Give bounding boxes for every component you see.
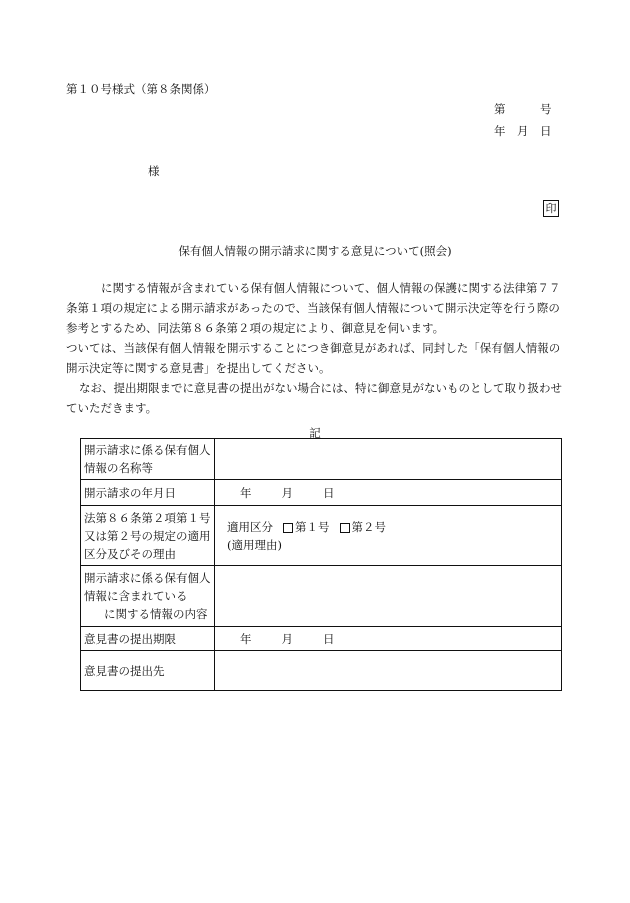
month-label: 月 <box>281 631 293 646</box>
reason-label: (適用理由) <box>227 537 282 552</box>
value-information-name[interactable] <box>215 439 562 480</box>
value-information-content[interactable] <box>215 566 562 627</box>
information-table <box>80 438 562 691</box>
value-submission-destination[interactable] <box>215 651 562 691</box>
label-information-content-a: 開示請求に係る保有個人情報に含まれている <box>84 571 211 603</box>
option-1-label: 第１号 <box>295 519 330 534</box>
checkbox-option-1[interactable] <box>283 523 293 533</box>
document-date: 年 月 日 <box>494 124 552 138</box>
label-information-name: 開示請求に係る保有個人情報の名称等 <box>81 439 215 480</box>
category-line <box>227 518 558 536</box>
body-paragraph-2: ついては、当該保有個人情報を開示することにつき御意見があれば、同封した「保有個人情報の開示決定等に関する意見書」を提出してください。 <box>66 341 561 375</box>
option-2-label: 第２号 <box>351 519 386 534</box>
value-submission-deadline[interactable] <box>215 627 562 651</box>
year-label: 年 <box>240 631 252 646</box>
table-row <box>81 480 562 506</box>
addressee: 様 <box>148 164 160 178</box>
checkbox-option-2[interactable] <box>340 523 350 533</box>
table-row <box>81 651 562 691</box>
table-row <box>81 627 562 651</box>
document-number: 第 号 <box>494 102 552 116</box>
body-paragraph-3: なお、提出期限までに意見書の提出がない場合には、特に御意見がないものとして取り扱わせていただきます。 <box>66 381 562 415</box>
table-row <box>81 566 562 627</box>
value-request-date[interactable] <box>215 480 562 506</box>
day-label: 日 <box>323 485 335 500</box>
body-paragraph-1: に関する情報が含まれている保有個人情報について、個人情報の保護に関する法律第７７条第１項の規定による開示請求があったので、当該保有個人情報について開示決定等を行う際の参考とするため、同法第８６条第２項の規定により、御意見を伺います。 <box>66 281 561 335</box>
year-label: 年 <box>240 485 252 500</box>
day-label: 日 <box>323 631 335 646</box>
label-submission-destination: 意見書の提出先 <box>81 651 215 691</box>
label-information-content-b: に関する情報の内容 <box>104 607 208 621</box>
label-information-content <box>81 566 215 627</box>
month-label: 月 <box>281 485 293 500</box>
form-number: 第１０号様式（第８条関係） <box>66 82 216 96</box>
ki-heading: 記 <box>309 426 321 440</box>
label-request-date: 開示請求の年月日 <box>81 480 215 506</box>
table-row <box>81 439 562 480</box>
body-text <box>66 278 566 418</box>
category-label: 適用区分 <box>227 519 273 534</box>
value-applicable-category[interactable] <box>215 506 562 566</box>
table-row <box>81 506 562 566</box>
document-title: 保有個人情報の開示請求に関する意見について(照会) <box>178 244 452 258</box>
label-submission-deadline: 意見書の提出期限 <box>81 627 215 651</box>
label-applicable-category: 法第８６条第２項第１号又は第２号の規定の適用区分及びその理由 <box>81 506 215 566</box>
seal-mark: 印 <box>543 200 559 217</box>
